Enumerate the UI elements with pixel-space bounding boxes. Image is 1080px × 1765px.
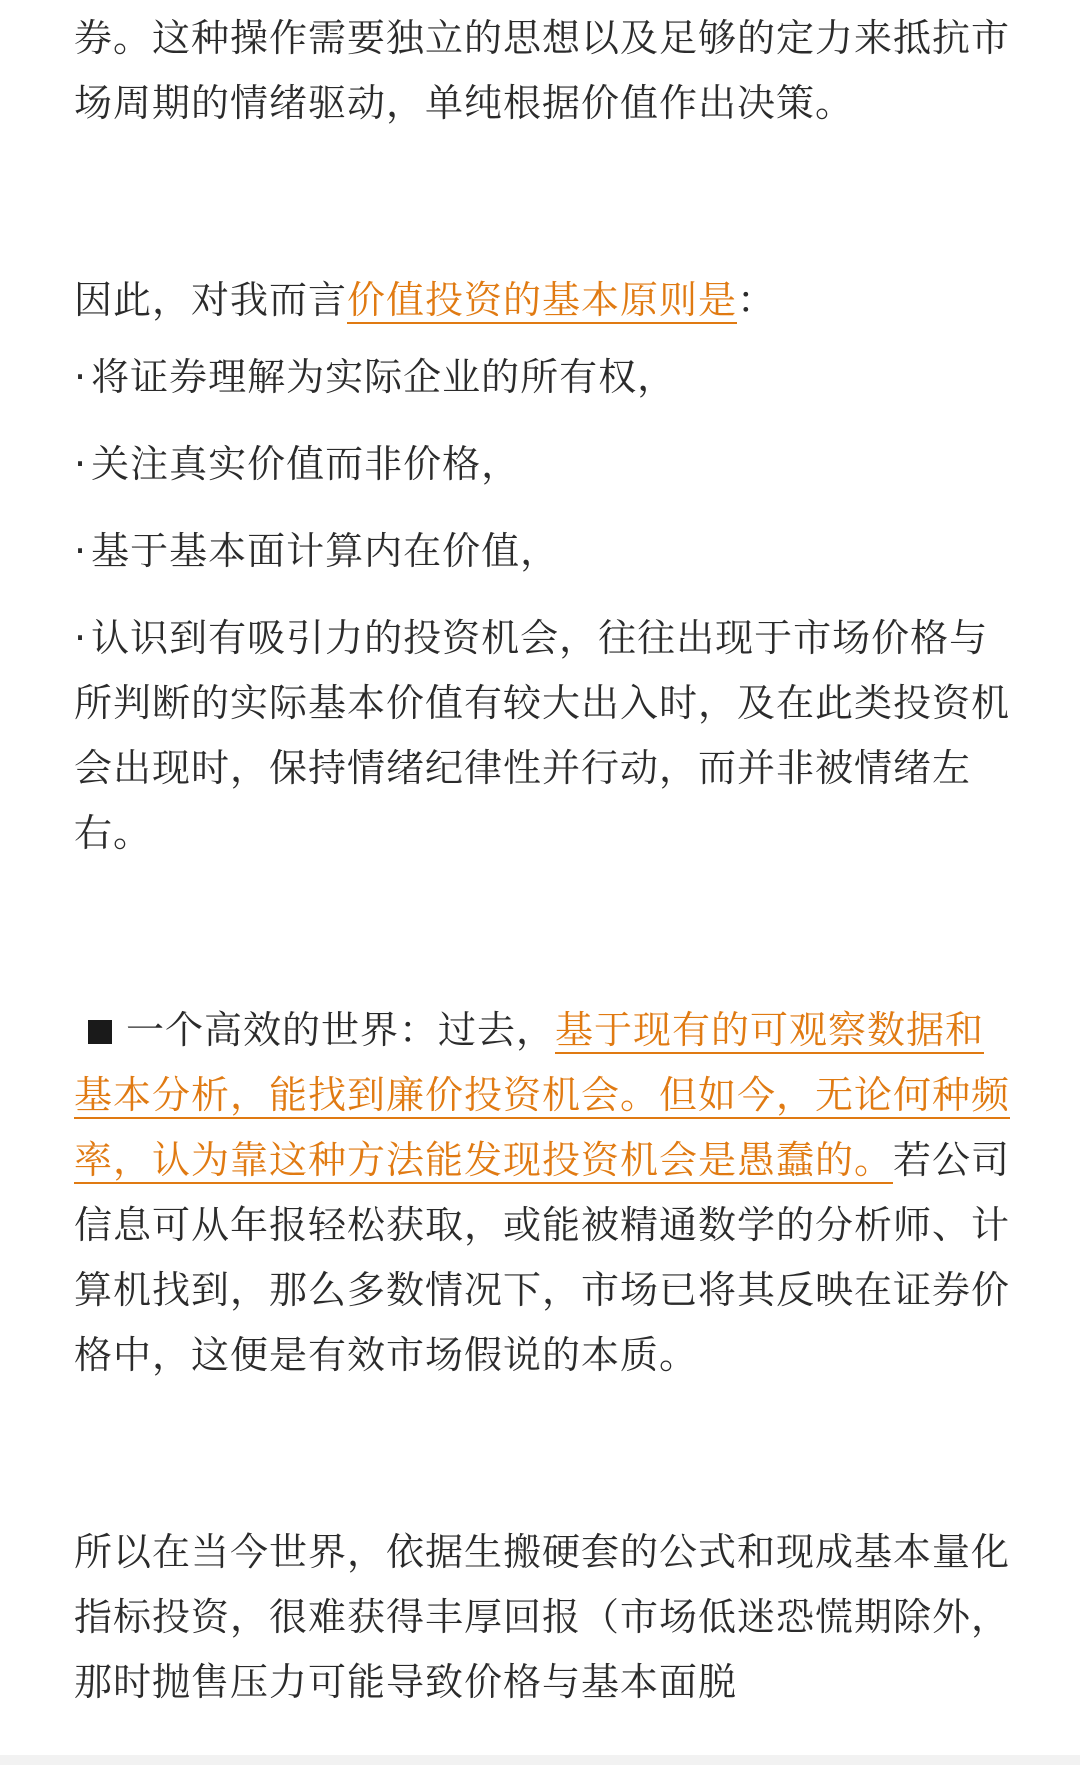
article-body [74, 6, 1014, 1715]
paragraph-today: 所以在当今世界，依据生搬硬套的公式和现成基本量化指标投资，很难获得丰厚回报（市场低迷恐慌期除外，那时抛售压力可能导致价格与基本面脱 [74, 1530, 1011, 1704]
bullet-text: 基于基本面计算内在价值， [91, 529, 560, 573]
bullet-dot-icon: · [74, 529, 88, 573]
bullet-item [74, 519, 1014, 584]
principles-highlight: 价值投资的基本原则是 [347, 278, 738, 322]
black-square-icon [88, 1020, 112, 1044]
bullet-item [74, 606, 1014, 866]
principles-lead-text: 因此，对我而言 [74, 278, 348, 322]
paragraph-principles-lead [74, 268, 1014, 333]
bullet-dot-icon: · [74, 616, 88, 660]
efficient-world-rest: 若公司信息可从年报轻松获取，或能被精通数学的分析师、计算机找到，那么多数情况下，市场已将其反映在证券价格中，这便是有效市场假说的本质。 [74, 1138, 1011, 1377]
efficient-world-lead: 一个高效的世界：过去， [126, 1008, 556, 1052]
bullet-text: 认识到有吸引力的投资机会，往往出现于市场价格与所判断的实际基本价值有较大出入时，及在此类投资机会出现时，保持情绪纪律性并行动，而并非被情绪左右。 [74, 616, 1011, 855]
paragraph-gap [74, 866, 1014, 998]
paragraph-gap [74, 136, 1014, 268]
bullet-item [74, 432, 1014, 497]
bottom-edge [0, 1755, 1080, 1765]
paragraph-efficient-world [74, 998, 1014, 1388]
efficient-world-highlight: 基于现有的可观察数据和基本分析，能找到廉价投资机会。但如今，无论何种频率，认为靠这种方法能发现投资机会是愚蠢的。 [74, 1008, 1011, 1182]
bullet-gap [74, 497, 1014, 519]
bullet-text: 将证券理解为实际企业的所有权， [91, 355, 677, 399]
paragraph-intro: 券。这种操作需要独立的思想以及足够的定力来抵抗市场周期的情绪驱动，单纯根据价值作出决策。 [74, 16, 1011, 125]
principles-colon: ： [737, 278, 777, 322]
bullet-gap [74, 410, 1014, 432]
bullet-text: 关注真实价值而非价格， [91, 442, 521, 486]
bullet-item [74, 345, 1014, 410]
bullet-dot-icon: · [74, 355, 88, 399]
paragraph-gap [74, 1388, 1014, 1520]
bullet-gap [74, 584, 1014, 606]
bullet-dot-icon: · [74, 442, 88, 486]
